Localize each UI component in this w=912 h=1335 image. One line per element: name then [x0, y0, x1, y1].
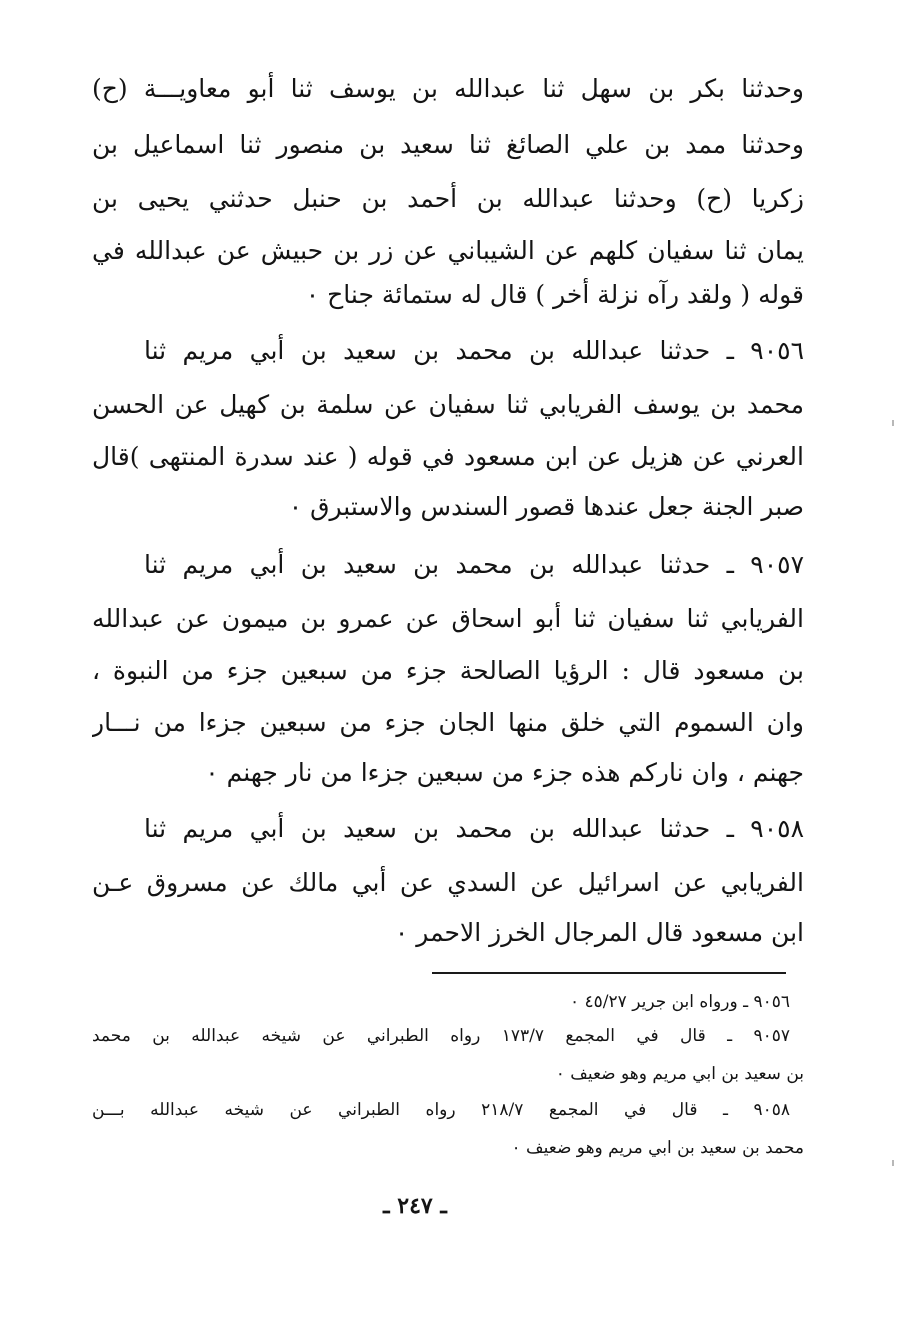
scan-edge-mark — [892, 1160, 894, 1166]
page-number: ـ ٢٤٧ ـ — [383, 1193, 447, 1219]
footnote-separator — [432, 972, 786, 974]
hadith-9058-line-2: الفريابي عن اسرائيل عن السدي عن أبي مالك عن مسروق عـن — [92, 868, 804, 897]
scan-edge-mark — [892, 420, 894, 426]
body-line-1: وحدثنا بكر بن سهل ثنا عبدالله بن يوسف ثنا أبو معاويـــة (ح) — [92, 74, 804, 103]
hadith-9057-line-2: الفريابي ثنا سفيان ثنا أبو اسحاق عن عمرو بن ميمون عن عبدالله — [92, 604, 804, 633]
footnote-9058-line-2: محمد بن سعيد بن ابي مريم وهو ضعيف ٠ — [511, 1138, 804, 1158]
hadith-9056-line-2: محمد بن يوسف الفريابي ثنا سفيان عن سلمة بن كهيل عن الحسن — [92, 390, 804, 419]
hadith-9057-line-3: بن مسعود قال : الرؤيا الصالحة جزء من سبعين جزء من النبوة ، — [92, 656, 804, 685]
footnote-9057-line-2: بن سعيد بن ابي مريم وهو ضعيف ٠ — [555, 1064, 804, 1084]
hadith-9056-line-4: صبر الجنة جعل عندها قصور السندس والاستبرق ٠ — [288, 492, 804, 521]
body-line-4: يمان ثنا سفيان كلهم عن الشيباني عن زر بن حبيش عن عبدالله في — [92, 236, 804, 265]
body-line-2: وحدثنا ممد بن علي الصائغ ثنا سعيد بن منصور ثنا اسماعيل بن — [92, 130, 804, 159]
hadith-9057-line-5: جهنم ، وان ناركم هذه جزء من سبعين جزءا من نار جهنم ٠ — [205, 758, 804, 787]
hadith-9056-line-1: ٩٠٥٦ ـ حدثنا عبدالله بن محمد بن سعيد بن أبي مريم ثنا — [144, 336, 804, 365]
footnote-9057-line-1: ٩٠٥٧ ـ قال في المجمع ١٧٣/٧ رواه الطبراني عن شيخه عبدالله بن محمد — [92, 1026, 790, 1046]
body-line-5: قوله ( ولقد رآه نزلة أخر ) قال له ستمائة جناح ٠ — [305, 280, 804, 309]
footnote-9056: ٩٠٥٦ ـ ورواه ابن جرير ٤٥/٢٧ ٠ — [570, 992, 790, 1012]
hadith-9058-line-1: ٩٠٥٨ ـ حدثنا عبدالله بن محمد بن سعيد بن أبي مريم ثنا — [144, 814, 804, 843]
hadith-9057-line-1: ٩٠٥٧ ـ حدثنا عبدالله بن محمد بن سعيد بن أبي مريم ثنا — [144, 550, 804, 579]
footnote-9058-line-1: ٩٠٥٨ ـ قال في المجمع ٢١٨/٧ رواه الطبراني عن شيخه عبدالله بـــن — [92, 1100, 790, 1120]
body-line-3: زكريا (ح) وحدثنا عبدالله بن أحمد بن حنبل حدثني يحيى بن — [92, 184, 804, 213]
hadith-9058-line-3: ابن مسعود قال المرجال الخرز الاحمر ٠ — [394, 918, 804, 947]
hadith-9056-line-3: العرني عن هزيل عن ابن مسعود في قوله ( عند سدرة المنتهى )قال — [92, 442, 804, 471]
hadith-9057-line-4: وان السموم التي خلق منها الجان جزء من سبعين جزءا من نـــار — [92, 708, 804, 737]
